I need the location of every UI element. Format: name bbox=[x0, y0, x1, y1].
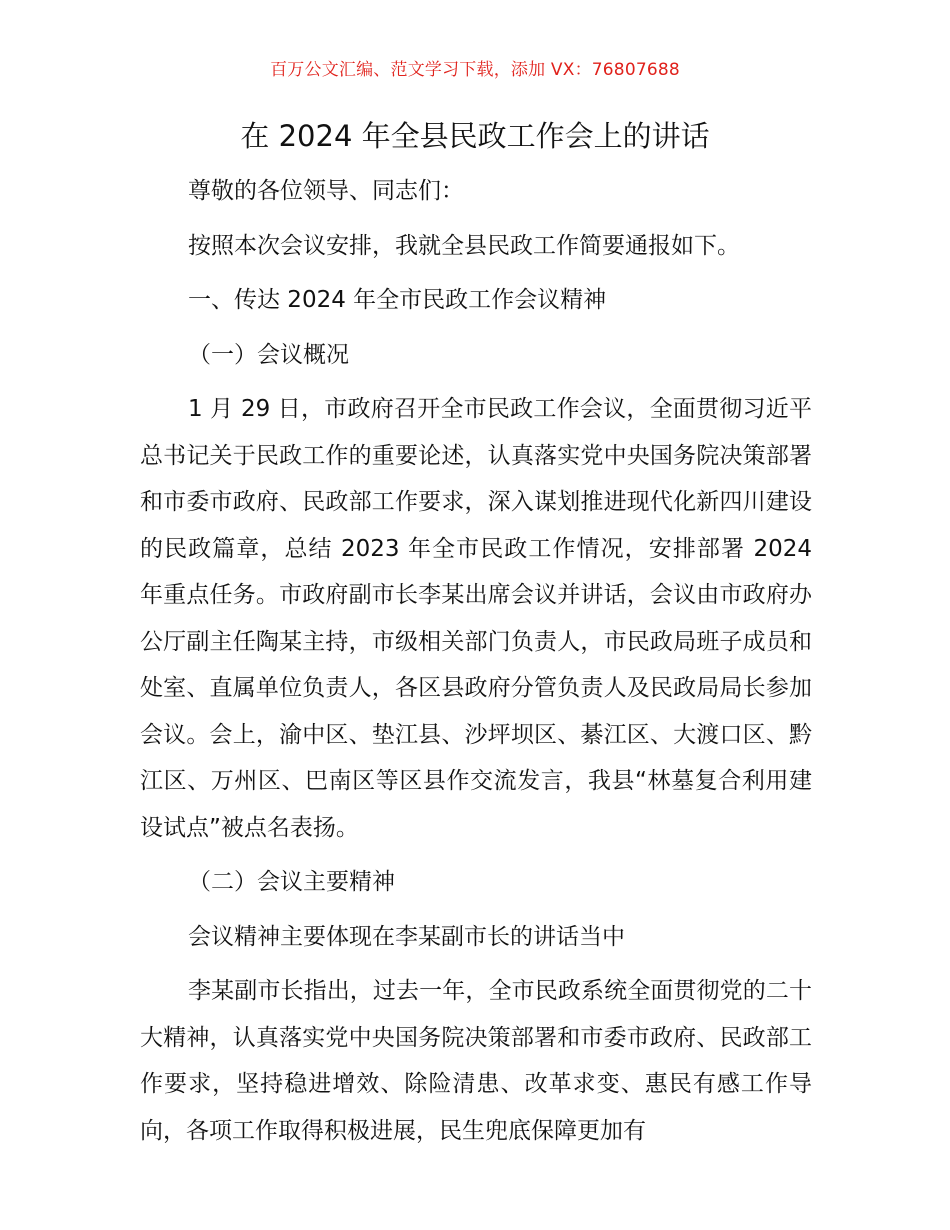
section-heading-1: 一、传达 2024 年全市民政工作会议精神 bbox=[188, 287, 607, 313]
vice-mayor-paragraph: 李某副市长指出，过去一年，全市民政系统全面贯彻党的二十大精神，认真落实党中央国务院决策部署和市委市政府、民政部工作要求，坚持稳进增效、除险清患、改革求变、惠民有感工作导向，各项工作取得积极进展，民生兜底保障更加有 bbox=[140, 978, 812, 1144]
document-body bbox=[140, 168, 812, 1154]
subsection-heading-1: （一）会议概况 bbox=[188, 341, 349, 368]
subsection-heading-2: （二）会议主要精神 bbox=[188, 869, 395, 895]
document-title: 在 2024 年全县民政工作会上的讲话 bbox=[240, 119, 710, 153]
intro-paragraph: 按照本次会议安排，我就全县民政工作简要通报如下。 bbox=[188, 232, 740, 259]
watermark-header: 百万公文汇编、范文学习下载，添加 VX：76807688 bbox=[270, 60, 680, 80]
meeting-overview-paragraph: 1 月 29 日，市政府召开全市民政工作会议，全面贯彻习近平总书记关于民政工作的重要论述，认真落实党中央国务院决策部署和市委市政府、民政部工作要求，深入谋划推进现代化新四川建设的民政篇章，总结 2023 年全市民政工作情况，安排部署 2024 年重点任务。市政府副市长李某出席会议并讲话，会议由市政府办公厅副主任陶某主持，市级相关部门负责人，市民政局班子成员和处室、直属单位负责人，各区县政府分管负责人及民政局局长参加会议。会上，渝中区、垫江县、沙坪坝区、綦江区、大渡口区、黔江区、万州区、巴南区等区县作交流发言，我县“林墓复合利用建设试点”被点名表扬。 bbox=[140, 396, 812, 841]
salutation-paragraph: 尊敬的各位领导、同志们： bbox=[188, 178, 464, 204]
spirit-intro-paragraph: 会议精神主要体现在李某副市长的讲话当中 bbox=[188, 923, 625, 950]
